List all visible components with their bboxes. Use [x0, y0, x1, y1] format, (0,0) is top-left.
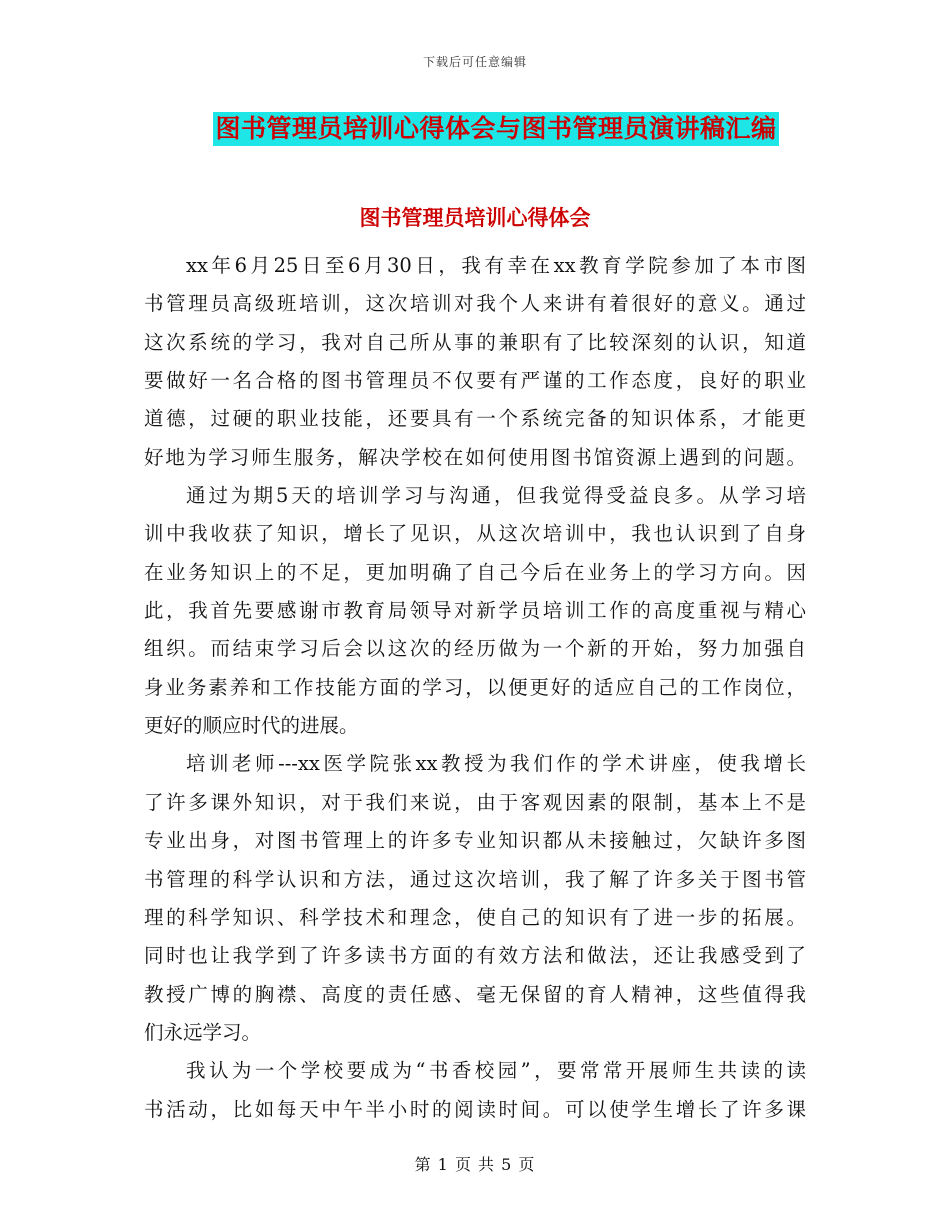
paragraph-line: 道德，过硬的职业技能，还要具有一个系统完备的知识体系，才能更 — [144, 407, 806, 431]
paragraph-line: 组织。而结束学习后会以这次的经历做为一个新的开始，努力加强自 — [144, 637, 806, 661]
paragraph-line: 了许多课外知识，对于我们来说，由于客观因素的限制，基本上不是 — [144, 790, 806, 814]
paragraph-line: 教授广博的胸襟、高度的责任感、毫无保留的育人精神，这些值得我 — [144, 982, 806, 1006]
main-title: 图书管理员培训心得体会与图书管理员演讲稿汇编 — [213, 112, 778, 146]
paragraph-line: 书管理员高级班培训，这次培训对我个人来讲有着很好的意义。通过 — [144, 292, 806, 316]
paragraph-line: 我认为一个学校要成为“书香校园”，要常常开展师生共读的读 — [186, 1059, 806, 1083]
page-footer: 第 1 页 共 5 页 — [414, 1155, 536, 1174]
paragraph-line: 此，我首先要感谢市教育局领导对新学员培训工作的高度重视与精心 — [144, 599, 806, 623]
paragraph-line: 专业出身，对图书管理上的许多专业知识都从未接触过，欠缺许多图 — [144, 829, 806, 853]
paragraph-line: xx年6月25日至6月30日，我有幸在xx教育学院参加了本市图 — [186, 254, 806, 277]
paragraph-line: 们永远学习。 — [144, 1020, 262, 1044]
paragraph-line: 身业务素养和工作技能方面的学习，以便更好的适应自己的工作岗位， — [144, 675, 806, 699]
paragraph-line: 这次系统的学习，我对自己所从事的兼职有了比较深刻的认识，知道 — [144, 330, 806, 354]
paragraph-line: 通过为期5天的培训学习与沟通，但我觉得受益良多。从学习培 — [186, 484, 806, 508]
section-title: 图书管理员培训心得体会 — [359, 205, 591, 230]
article-body — [144, 247, 806, 1129]
header-note: 下载后可任意编辑 — [422, 55, 527, 69]
paragraph-line: 训中我收获了知识，增长了见识，从这次培训中，我也认识到了自身 — [144, 522, 806, 546]
paragraph-line: 理的科学知识、科学技术和理念，使自己的知识有了进一步的拓展。 — [144, 905, 806, 929]
paragraph-line: 在业务知识上的不足，更加明确了自己今后在业务上的学习方向。因 — [144, 560, 806, 584]
paragraph-line: 要做好一名合格的图书管理员不仅要有严谨的工作态度，良好的职业 — [144, 369, 806, 393]
paragraph-line: 好地为学习师生服务，解决学校在如何使用图书馆资源上遇到的问题。 — [144, 445, 806, 469]
main-title-container — [0, 112, 950, 146]
paragraph-line: 书活动，比如每天中午半小时的阅读时间。可以使学生增长了许多课 — [144, 1097, 806, 1121]
paragraph-line: 同时也让我学到了许多读书方面的有效方法和做法，还让我感受到了 — [144, 944, 806, 968]
paragraph-line: 更好的顺应时代的进展。 — [144, 714, 359, 738]
paragraph-line: 培训老师---xx医学院张xx教授为我们作的学术讲座，使我增长 — [186, 752, 806, 776]
paragraph-line: 书管理的科学认识和方法，通过这次培训，我了解了许多关于图书管 — [144, 867, 806, 891]
